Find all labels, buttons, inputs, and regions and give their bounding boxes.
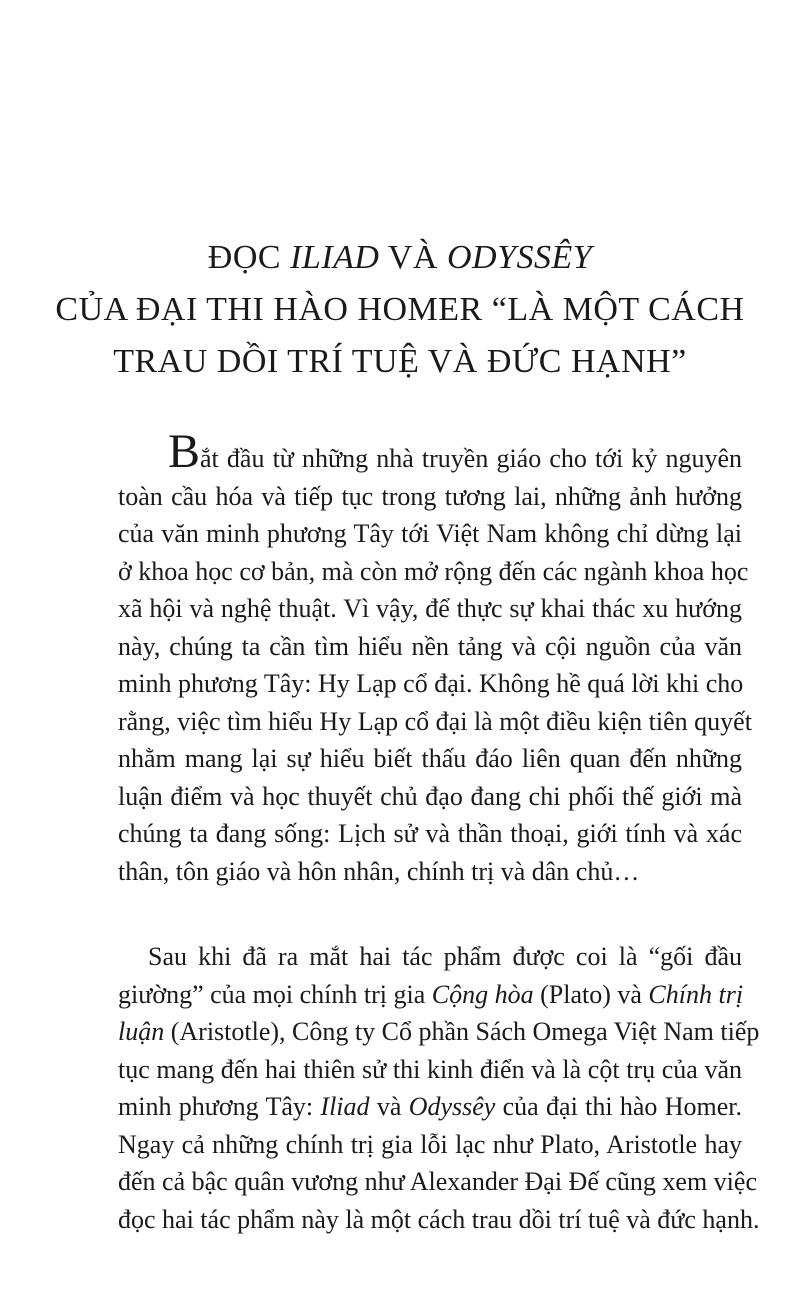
paragraph-line-text: minh phương Tây: bbox=[118, 1092, 321, 1121]
paragraph-line: chúng ta đang sống: Lịch sử và thần thoại, giới tính và xác bbox=[118, 819, 742, 848]
paragraph-1 bbox=[118, 425, 752, 890]
paragraph-line-text: giường” của mọi chính trị gia bbox=[118, 979, 432, 1009]
book-title-cong-hoa: Cộng hòa bbox=[431, 979, 534, 1009]
paragraph-line bbox=[118, 1013, 760, 1051]
paragraph-line: rằng, việc tìm hiểu Hy Lạp cổ đại là một điều kiện tiên quyết bbox=[118, 706, 752, 736]
paragraph-2 bbox=[118, 938, 760, 1238]
heading-line-2: CỦA ĐẠI THI HÀO HOMER “LÀ MỘT CÁCH bbox=[55, 291, 745, 328]
paragraph-line: minh phương Tây: Hy Lạp cổ đại. Không hề quá lời khi cho bbox=[118, 669, 744, 698]
paragraph-line: ở khoa học cơ bản, mà còn mở rộng đến các ngành khoa học bbox=[118, 556, 749, 586]
paragraph-line: Ngay cả những chính trị gia lỗi lạc như Plato, Aristotle hay bbox=[118, 1129, 742, 1159]
paragraph-line: toàn cầu hóa và tiếp tục trong tương lai, những ảnh hưởng bbox=[118, 481, 742, 511]
paragraph-line bbox=[118, 425, 742, 478]
book-title-chinh-tri-luan: Chính trị bbox=[648, 979, 744, 1009]
paragraph-line-text: ắt đầu từ những nhà truyền giáo cho tới kỷ nguyên bbox=[200, 444, 742, 473]
paragraph-line: thân, tôn giáo và hôn nhân, chính trị và dân chủ… bbox=[118, 856, 640, 886]
book-title-iliad: Iliad bbox=[320, 1092, 370, 1121]
heading-italic-iliad: ILIAD bbox=[290, 239, 380, 276]
paragraph-line: nhằm mang lại sự hiểu biết thấu đáo liên quan đến những bbox=[118, 744, 742, 773]
paragraph-line: này, chúng ta cần tìm hiểu nền tảng và cội nguồn của văn bbox=[118, 631, 742, 661]
heading-line-3: TRAU DỒI TRÍ TUỆ VÀ ĐỨC HẠNH” bbox=[113, 343, 687, 380]
heading-line-1 bbox=[40, 232, 760, 284]
paragraph-line: đến cả bậc quân vương như Alexander Đại Đế cũng xem việc bbox=[118, 1167, 757, 1196]
paragraph-line: luận điểm và học thuyết chủ đạo đang chi phối thế giới mà bbox=[118, 781, 742, 811]
paragraph-line-text: (Aristotle), Công ty Cổ phần Sách Omega Việt Nam tiếp bbox=[164, 1017, 760, 1046]
drop-cap: B bbox=[168, 425, 201, 478]
paragraph-line: tục mang đến hai thiên sử thi kinh điển và là cột trụ của văn bbox=[118, 1054, 742, 1084]
paragraph-line-text: (Plato) và bbox=[533, 979, 649, 1009]
paragraph-line: của văn minh phương Tây tới Việt Nam không chỉ dừng lại bbox=[118, 519, 742, 548]
paragraph-line-text: và bbox=[369, 1092, 409, 1121]
paragraph-line bbox=[118, 1088, 742, 1126]
paragraph-line: đọc hai tác phẩm này là một cách trau dồi trí tuệ và đức hạnh. bbox=[118, 1204, 760, 1234]
heading-text: ĐỌC bbox=[207, 239, 291, 276]
book-title-chinh-tri-luan-end: luận bbox=[118, 1017, 165, 1046]
paragraph-line: xã hội và nghệ thuật. Vì vậy, để thực sự khai thác xu hướng bbox=[118, 594, 742, 623]
heading-italic-odyssey: ODYSSÊY bbox=[446, 239, 593, 276]
heading-text: VÀ bbox=[379, 239, 447, 276]
book-title-odyssey: Odyssêy bbox=[408, 1092, 496, 1121]
chapter-heading bbox=[40, 232, 760, 388]
paragraph-line: Sau khi đã ra mắt hai tác phẩm được coi là “gối đầu bbox=[148, 942, 742, 971]
paragraph-line bbox=[118, 976, 742, 1014]
paragraph-line-text: của đại thi hào Homer. bbox=[495, 1092, 742, 1121]
